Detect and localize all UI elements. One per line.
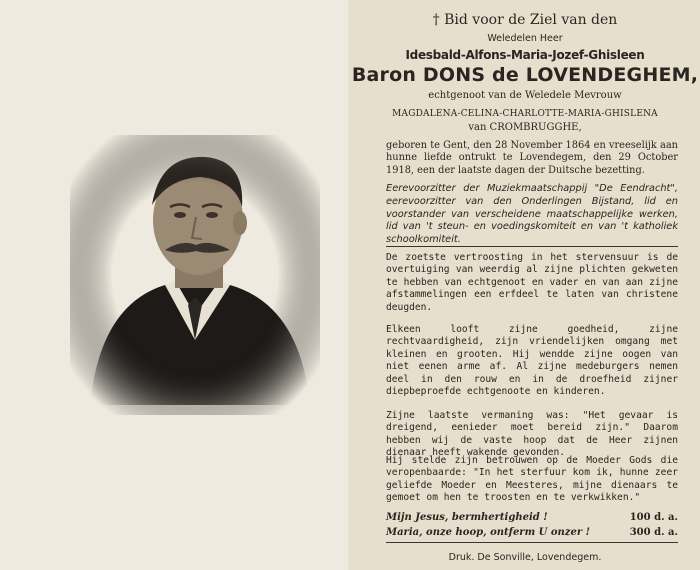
divider — [386, 246, 678, 247]
spouse-intro: echtgenoot van de Weledele Mevrouw — [428, 90, 622, 101]
portrait-photo — [70, 135, 320, 415]
printer-credit: Druk. De Sonville, Lovendegem. — [448, 552, 602, 563]
indulgence-days: 100 d. a. — [629, 512, 678, 523]
consolation-paragraph: De zoetste vertroosting in het stervensuur is de overtuiging van weerdig al zijne plichten gekweten te hebben van echtgenoot en vader en van aan zijne afstammelingen een erfdeel te laten van christene deugden. — [386, 252, 678, 313]
prayer-heading: † Bid voor de Ziel van den — [432, 12, 618, 28]
trust-paragraph: Hij stelde zijn betrouwen op de Moeder Gods die veropenbaarde: "In het sterfuur kom ik, hunne zeer geliefde Moeder en Meesteres, mijne dienaars te gemoet om hen te troosten en te verkwikken." — [386, 455, 678, 504]
divider — [386, 542, 678, 543]
indulgence-line — [386, 512, 678, 523]
given-names: Idesbald-Alfons-Maria-Jozef-Ghisleen — [405, 48, 645, 62]
photo-panel — [0, 0, 348, 570]
praise-paragraph: Elkeen looft zijne goedheid, zijne rechtvaardigheid, zijn vriendelijken omgang met kleinen en grooten. Hij wendde zijne oogen van niet eenen arme af. Al zijne medeburgers nemen deel in den rouw en in de droefheid zijner diepbeproefde echtgenoote en kinderen. — [386, 324, 678, 398]
spouse-surname: van CROMBRUGGHE, — [468, 122, 582, 133]
indulgence-days: 300 d. a. — [629, 527, 678, 538]
spouse-names: MAGDALENA-CELINA-CHARLOTTE-MARIA-GHISLENA — [392, 109, 658, 119]
last-warning-paragraph: Zijne laatste vermaning was: "Het gevaar is dreigend, eenieder moet bereid zijn." Daarom hebben wij de vaste hoop dat de Heer zijnen dienaar heeft wakende gevonden. — [386, 410, 678, 459]
birth-death-paragraph: geboren te Gent, den 28 November 1864 en vreeselijk aan hunne liefde ontrukt te Lovendegem, den 29 October 1918, een der laatste dagen der Duitsche bezetting. — [386, 140, 678, 176]
indulgence-text: Mijn Jesus, bermhertigheid ! — [386, 512, 548, 523]
indulgence-line — [386, 527, 678, 538]
text-panel — [350, 0, 700, 570]
deceased-name: Baron DONS de LOVENDEGHEM, — [351, 64, 699, 86]
honorific-line: Weledelen Heer — [487, 33, 563, 44]
indulgence-text: Maria, onze hoop, ontferm U onzer ! — [386, 527, 590, 538]
honors-paragraph: Eerevoorzitter der Muziekmaatschappij "De Eendracht", eerevoorzitter van den Onderlingen Bijstand, lid en voorstander van verscheidene maatschappelijke werken, lid van 't steun- en voedingskomiteit en van 't katholiek schoolkomiteit. — [386, 183, 678, 246]
